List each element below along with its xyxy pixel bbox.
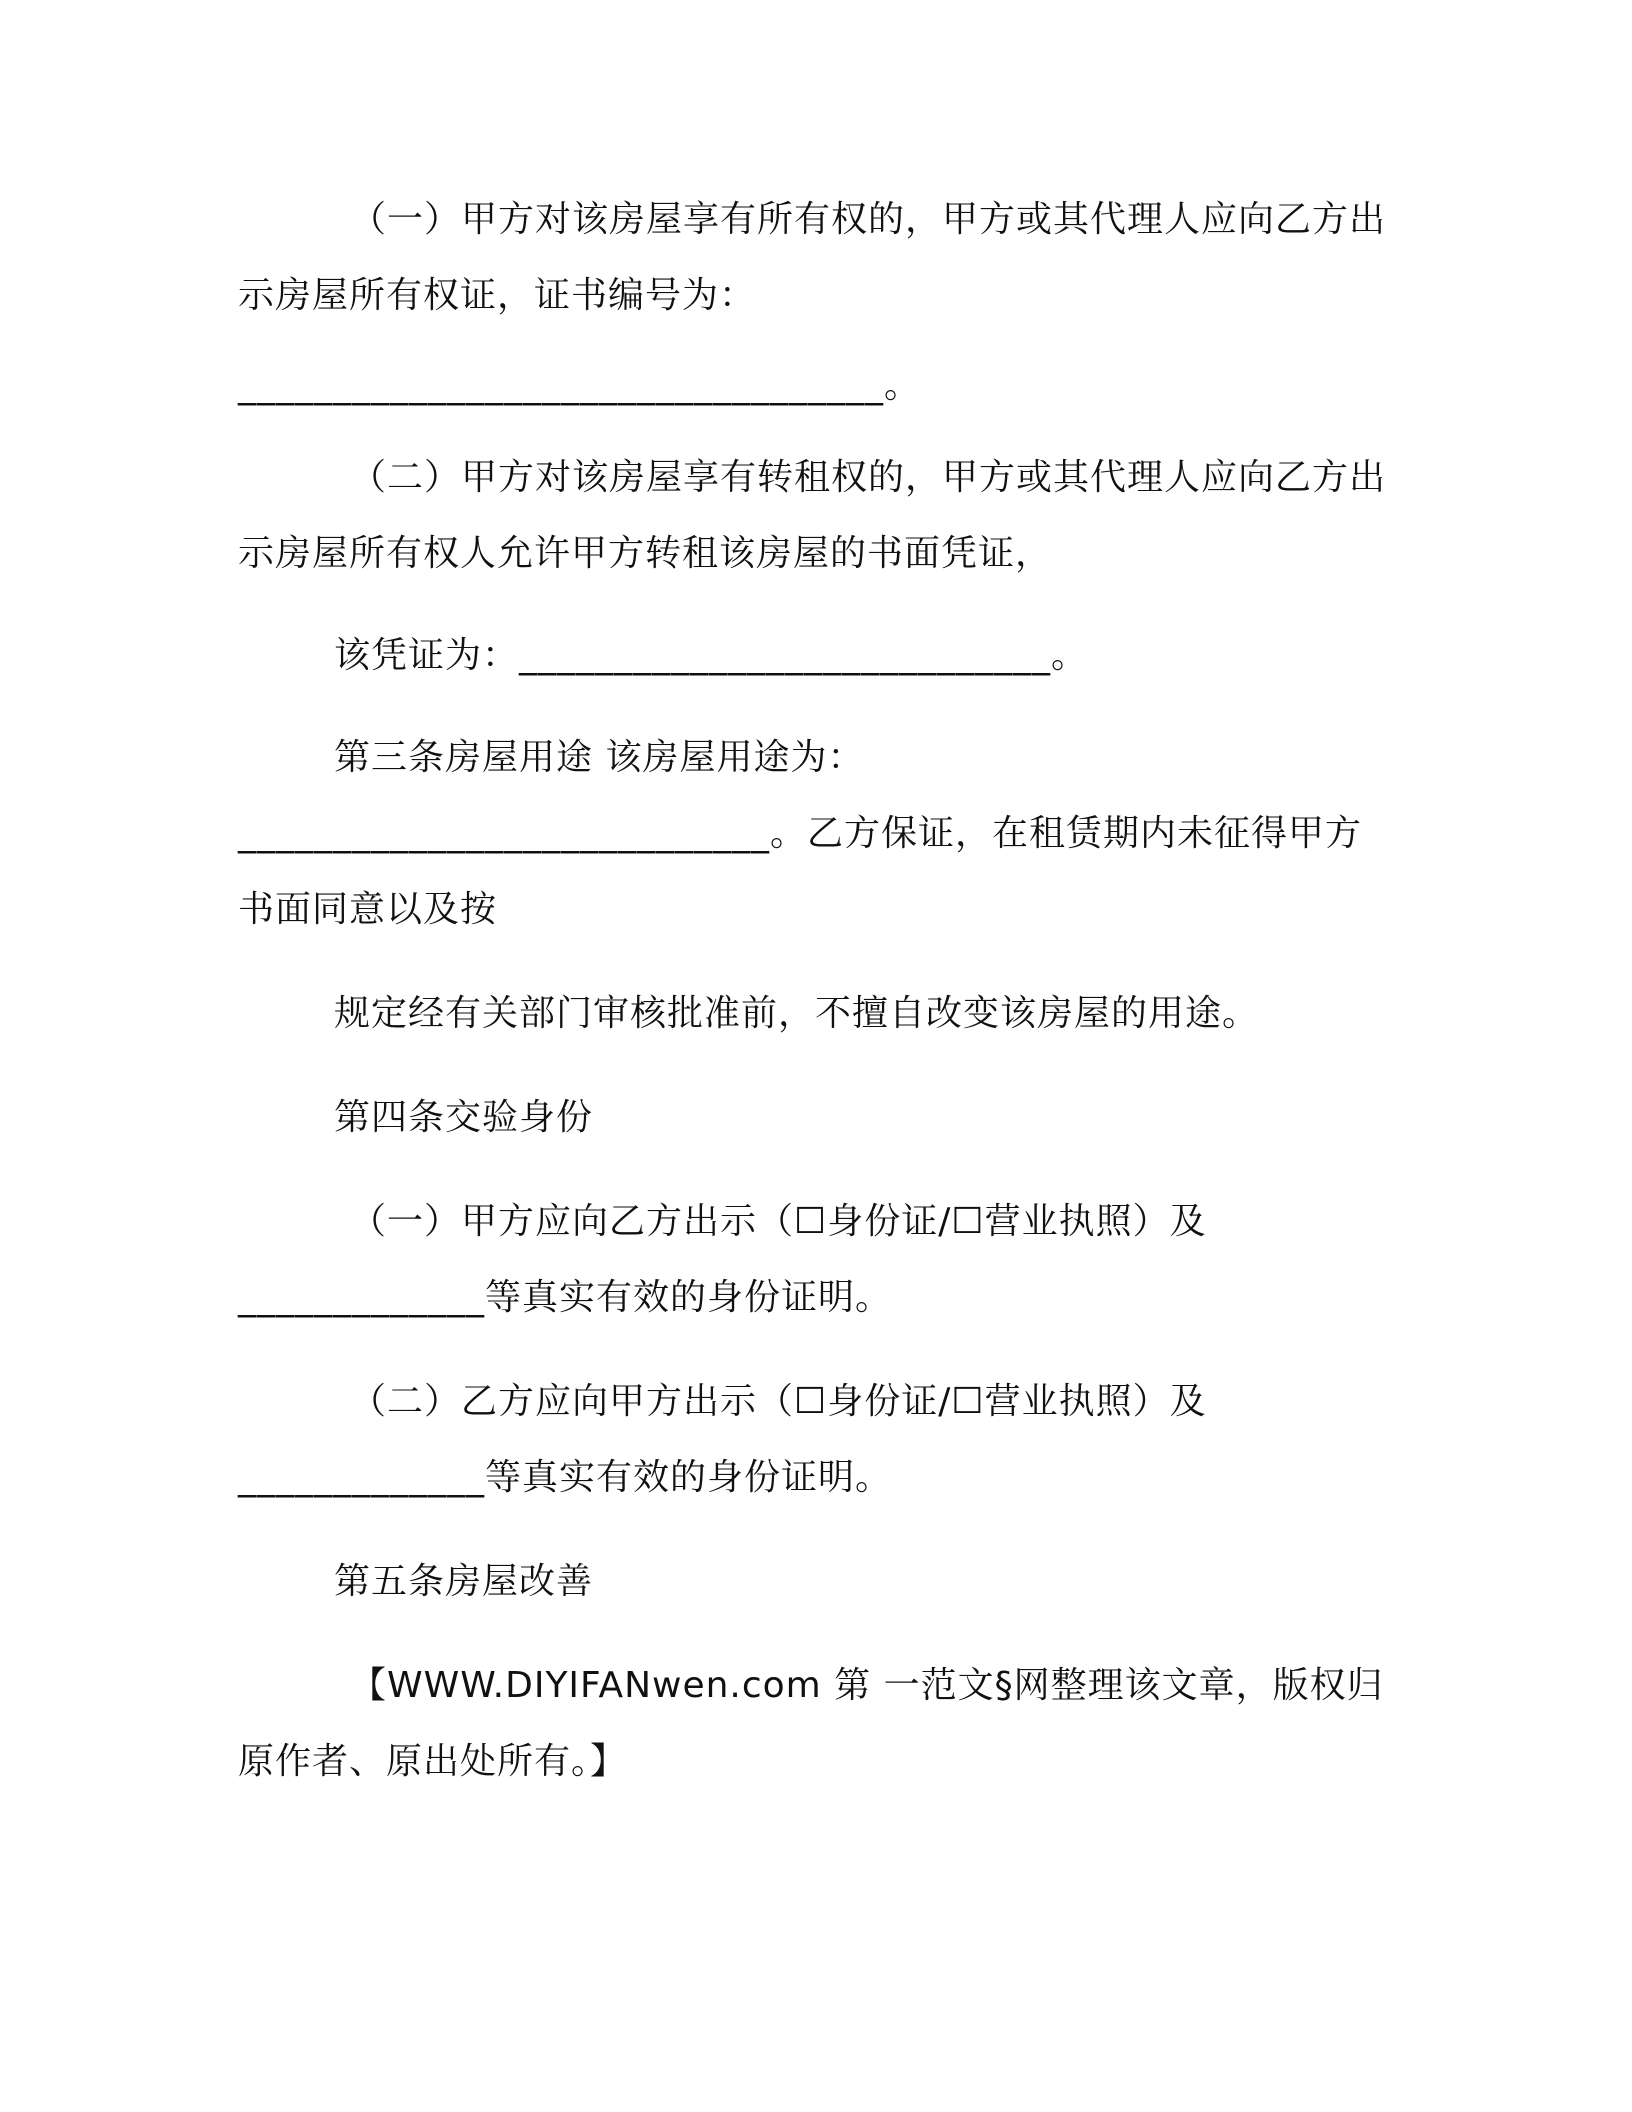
article-4-clause-2-line-2: _____________等真实有效的身份证明。 — [238, 1457, 893, 1498]
source-note-line-2: 原作者、原出处所有。】 — [238, 1741, 628, 1782]
article-3-line-4: 规定经有关部门审核批准前，不擅自改变该房屋的用途。 — [334, 993, 1260, 1034]
clause-2-line-2: 示房屋所有权人允许甲方转租该房屋的书面凭证， — [238, 533, 1053, 574]
voucher-line: 该凭证为：____________________________。 — [334, 635, 1089, 676]
source-note-line-1: 【WWW.DIYIFANwen.com 第 一范文§网整理该文章，版权归 — [350, 1665, 1384, 1706]
article-3-heading: 第三条房屋用途 该房屋用途为： — [334, 737, 865, 778]
article-4-clause-2-line-1: （二）乙方应向甲方出示（☐身份证/☐营业执照）及 — [350, 1381, 1207, 1422]
article-3-line-2: ____________________________。乙方保证，在租赁期内未征得甲方 — [238, 813, 1363, 854]
clause-1-line-2: 示房屋所有权证，证书编号为： — [238, 275, 757, 316]
article-4-clause-1-line-2: _____________等真实有效的身份证明。 — [238, 1277, 893, 1318]
article-3-line-3: 书面同意以及按 — [238, 889, 498, 930]
article-5-heading: 第五条房屋改善 — [334, 1561, 594, 1602]
article-4-heading: 第四条交验身份 — [334, 1097, 594, 1138]
clause-1-line-1: （一）甲方对该房屋享有所有权的，甲方或其代理人应向乙方出 — [350, 199, 1387, 240]
certificate-number-blank: __________________________________。 — [238, 365, 921, 406]
article-4-clause-1-line-1: （一）甲方应向乙方出示（☐身份证/☐营业执照）及 — [350, 1201, 1207, 1242]
clause-2-line-1: （二）甲方对该房屋享有转租权的，甲方或其代理人应向乙方出 — [350, 457, 1387, 498]
